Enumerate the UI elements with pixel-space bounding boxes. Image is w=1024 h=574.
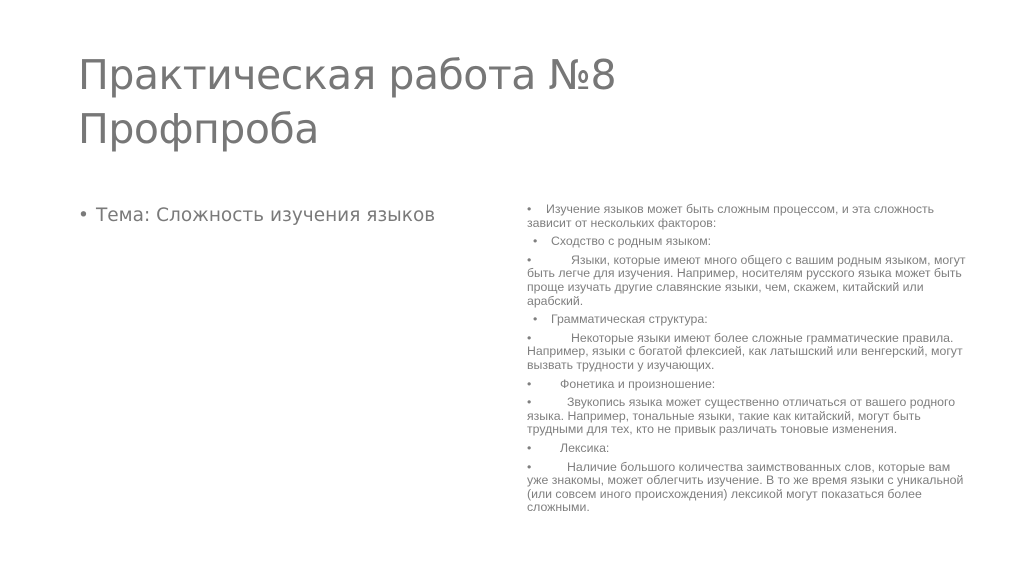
paragraph-similarity <box>527 254 967 308</box>
content-text-block <box>527 203 967 520</box>
paragraph-text: Наличие большого количества заимствованных слов, которые вам уже знакомы, может облегчить изучение. В то же время языки с уникальной (или совсем иного происхождения) лексикой могут показаться более сложными. <box>527 459 964 515</box>
slide-title <box>78 48 938 156</box>
topic-bullet-item <box>78 203 498 229</box>
bullet-icon: • <box>78 205 89 226</box>
paragraph-text: Звукопись языка может существенно отличаться от вашего родного языка. Например, тональные языки, такие как китайский, могут быть трудными для тех, кто не привык различать тоновые изменения. <box>527 395 956 437</box>
bullet-icon: • <box>533 234 538 249</box>
bullet-icon: • <box>527 459 532 474</box>
bullet-icon: • <box>527 252 532 267</box>
paragraph-text: Грамматическая структура: <box>551 312 708 327</box>
paragraph-grammar <box>527 332 967 373</box>
paragraph-text: Фонетика и произношение: <box>560 376 716 391</box>
paragraph-text: Лексика: <box>560 440 610 455</box>
heading-similarity <box>527 235 967 249</box>
bullet-icon: • <box>533 312 538 327</box>
title-line-2: Профпроба <box>78 105 319 153</box>
topic-text: Тема: Сложность изучения языков <box>96 205 436 226</box>
heading-vocabulary <box>527 442 967 456</box>
heading-phonetics <box>527 378 967 392</box>
bullet-icon: • <box>527 395 532 410</box>
paragraph-intro <box>527 203 967 230</box>
paragraph-phonetics <box>527 396 967 437</box>
bullet-icon: • <box>527 376 532 391</box>
title-line-1: Практическая работа №8 <box>78 51 617 99</box>
paragraph-text: Изучение языков может быть сложным процессом, и эта сложность зависит от нескольких факторов: <box>527 202 935 230</box>
paragraph-text: Языки, которые имеют много общего с вашим родным языком, могут быть легче для изучения. Например, носителям русского языка может быть проще изучать другие славянские языки, чем, скажем, китайский или арабский. <box>527 252 966 308</box>
bullet-icon: • <box>527 440 532 455</box>
bullet-icon: • <box>527 202 532 216</box>
paragraph-text: Некоторые языки имеют более сложные грамматические правила. Например, языки с богатой флексией, как латышский или венгерский, могут вызвать трудности у изучающих. <box>527 330 963 372</box>
paragraph-vocabulary <box>527 461 967 515</box>
heading-grammar <box>527 313 967 327</box>
bullet-icon: • <box>527 330 532 345</box>
paragraph-text: Сходство с родным языком: <box>551 234 712 249</box>
